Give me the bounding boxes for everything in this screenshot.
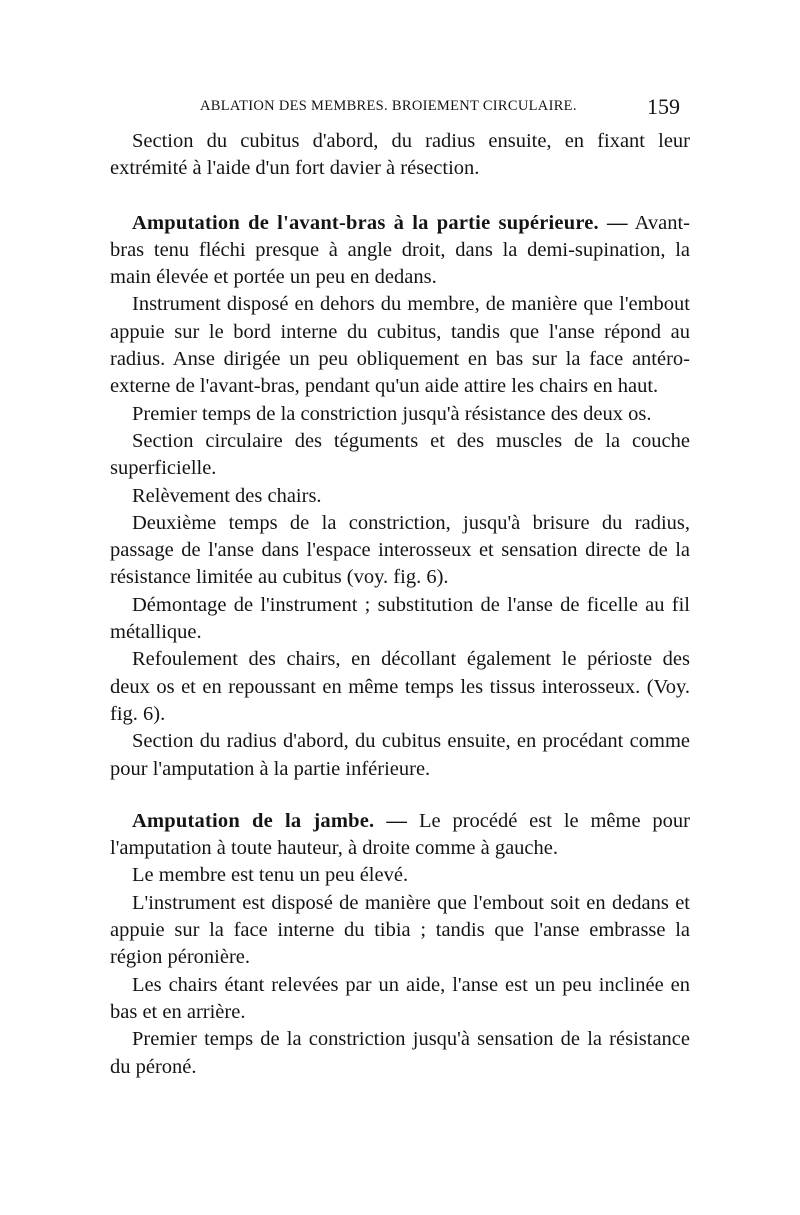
paragraph-12	[110, 862, 690, 889]
paragraph-text: Le procédé est le même pour l'amputation à toute hauteur, à droite comme à gauche.	[110, 809, 690, 860]
paragraph-text: Refoulement des chairs, en décollant également le périoste des deux os et en repoussant en même temps les tissus interosseux. (Voy. fig. 6).	[110, 648, 690, 725]
paragraph-text: Avant-bras tenu fléchi presque à angle droit, dans la demi-supination, la main élevée et portée un peu en dedans.	[110, 211, 690, 289]
paragraph-text: Section du radius d'abord, du cubitus ensuite, en procédant comme pour l'amputation à la partie inférieure.	[110, 730, 690, 780]
paragraph-text: Section du cubitus d'abord, du radius ensuite, en fixant leur extrémité à l'aide d'un fort davier à résection.	[110, 130, 690, 180]
running-title: ABLATION DES MEMBRES. BROIEMENT CIRCULAIRE.	[200, 98, 577, 114]
paragraph-text: Premier temps de la constriction jusqu'à résistance des deux os.	[132, 402, 652, 425]
paragraph-4	[110, 401, 690, 428]
section-heading-leg: Amputation de la jambe. —	[132, 809, 408, 832]
paragraph-14	[110, 972, 690, 1027]
body-text	[110, 128, 690, 1081]
section-heading-paragraph-forearm	[110, 210, 690, 292]
paragraph-text: Relèvement des chairs.	[132, 484, 322, 507]
paragraph-13	[110, 890, 690, 972]
paragraph-text: Section circulaire des téguments et des muscles de la couche superficielle.	[110, 429, 690, 480]
section-heading-paragraph-leg	[110, 808, 690, 863]
page-number: 159	[647, 94, 680, 119]
paragraph-10	[110, 728, 690, 783]
paragraph-text: Premier temps de la constriction jusqu'à sensation de la résistance du péroné.	[110, 1028, 690, 1078]
paragraph-5	[110, 428, 690, 483]
paragraph-text: Deuxième temps de la constriction, jusqu'à brisure du radius, passage de l'anse dans l'espace interosseux et sensation directe de la résistance limitée au cubitus (voy. fig. 6).	[110, 511, 690, 589]
paragraph-9	[110, 646, 690, 728]
section-heading-forearm: Amputation de l'avant-bras à la partie supérieure. —	[132, 211, 628, 234]
paragraph-3	[110, 291, 690, 400]
paragraph-8	[110, 592, 690, 647]
paragraph-text: L'instrument est disposé de manière que l'embout soit en dedans et appuie sur la face interne du tibia ; tandis que l'anse embrasse la région péronière.	[110, 891, 690, 969]
running-header	[200, 96, 680, 120]
paragraph-6	[110, 483, 690, 510]
paragraph-text: Les chairs étant relevées par un aide, l'anse est un peu inclinée en bas et en arrière.	[110, 973, 690, 1023]
paragraph-text: Démontage de l'instrument ; substitution de l'anse de ficelle au fil métallique.	[110, 593, 690, 644]
paragraph-15	[110, 1026, 690, 1081]
paragraph-1	[110, 128, 690, 183]
paragraph-text: Instrument disposé en dehors du membre, de manière que l'embout appuie sur le bord interne du cubitus, tandis que l'anse répond au radius. Anse dirigée un peu obliquement en bas sur la face antéro-externe de l'avant-bras, pendant qu'un aide attire les chairs en haut.	[110, 293, 690, 398]
paragraph-text: Le membre est tenu un peu élevé.	[132, 864, 409, 887]
paragraph-7	[110, 510, 690, 592]
